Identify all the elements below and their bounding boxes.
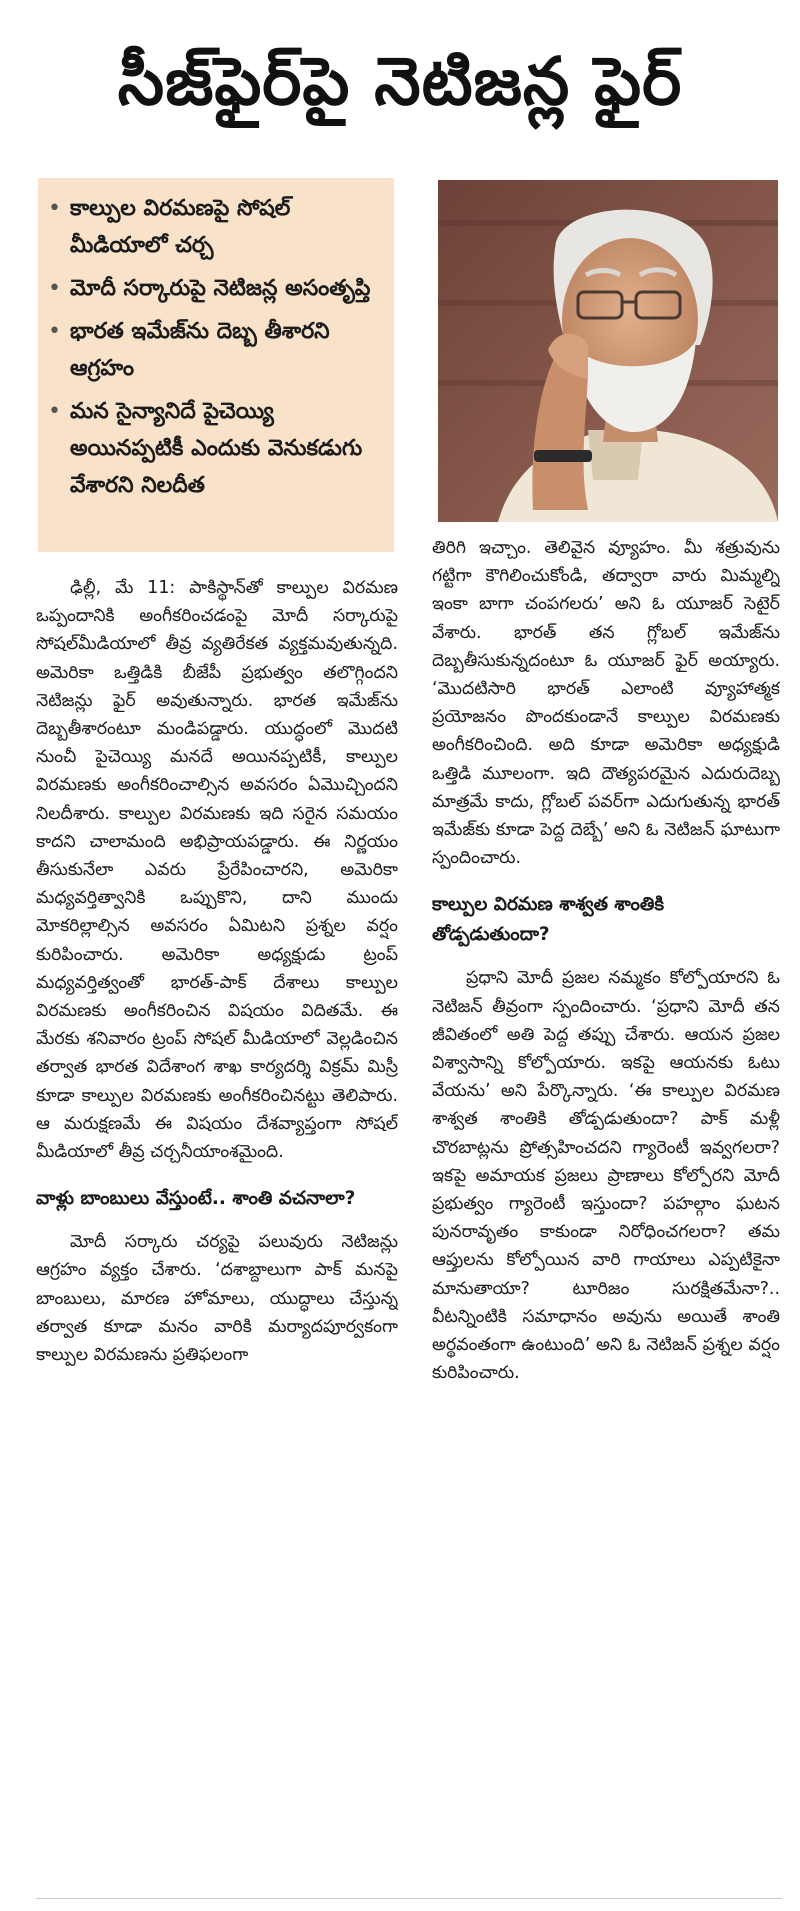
article-paragraph-continued: తిరిగి ఇచ్చాం. తెలివైన వ్యూహం. మీ శత్రువును గట్టిగా కౌగిలించుకోండి, తద్వారా వారు మిమ్మల్ని ఇంకా బాగా చంపగలరు’ అని ఓ యూజర్ సెటైర్ వేశారు. భారత్ తన గ్లోబల్ ఇమేజ్‌ను దెబ్బతీసుకున్నదంటూ ఓ యూజర్ ఫైర్ అయ్యారు. ‘మొదటిసారి భారత్ ఎలాంటి వ్యూహాత్మక ప్రయోజనం పొందకుండానే కాల్పుల విరమణకు అంగీకరించింది. అది కూడా అమెరికా అధ్యక్షుడి ఒత్తిడి మూలంగా. ఇది దౌత్యపరమైన ఎదురుదెబ్బ మాత్రమే కాదు, గ్లోబల్ పవర్‌గా ఎదుగుతున్న భారత్ ఇమేజ్‌కు కూడా పెద్ద దెబ్బే’ అని ఓ నెటిజన్ ఘాటుగా స్పందించారు. [432,538,780,869]
portrait-photo [438,180,778,522]
article-paragraph: మోదీ సర్కారు చర్యపై పలువురు నెటిజన్లు ఆగ్రహం వ్యక్తం చేశారు. ‘దశాబ్దాలుగా పాక్ మనపై బాంబులు, మారణ హోమాలు, యుద్ధాలు చేస్తున్న తర్వాత కూడా మనం వారికి మర్యాదపూర్వకంగా కాల్పుల విరమణను ప్రతిఫలంగా [36,1232,398,1366]
highlight-text: మోదీ సర్కారుపై నెటిజన్ల అసంతృప్తి [70,276,371,301]
article-subheading: కాల్పుల విరమణ శాశ్వత శాంతికి తోడ్పడుతుందా? [432,894,665,946]
highlight-item [48,270,384,307]
bottom-divider [36,1898,782,1899]
highlight-text: భారత ఇమేజ్‌ను దెబ్బ తీశారని ఆగ్రహం [70,319,330,381]
bullet-icon: • [48,276,61,301]
highlight-text: కాల్పుల విరమణపై సోషల్ మీడియాలో చర్చ [70,196,291,258]
highlight-text: మన సైన్యానిదే పైచెయ్యి అయినప్పటికీ ఎందుకు వెనుకడుగు వేశారని నిలదీత [70,399,363,498]
highlight-item [48,190,384,264]
highlight-item [48,313,384,387]
article-column-right [432,534,780,1894]
bullet-icon: • [48,399,61,424]
article-column-left [36,574,398,1894]
article-paragraph: ప్రధాని మోదీ ప్రజల నమ్మకం కోల్పోయారని ఓ నెటిజన్ తీవ్రంగా స్పందించారు. ‘ప్రధాని మోదీ తన జీవితంలో అతి పెద్ద తప్పు చేశారు. ఆయన ప్రజల విశ్వాసాన్ని కోల్పోయారు. ఇకపై ఆయనకు ఓటు వేయను’ అని పేర్కొన్నారు. ‘ఈ కాల్పుల విరమణ శాశ్వత శాంతికి తోడ్పడుతుందా? పాక్ మళ్లీ చొరబాట్లను ప్రోత్సహించదని గ్యారెంటీ ఇవ్వగలరా? ఇకపై అమాయక ప్రజలు ప్రాణాలు కోల్పోరని మోదీ ప్రభుత్వం గ్యారెంటీ ఇస్తుందా? పహల్గాం ఘటన పునరావృతం కాకుండా నిరోధించగలరా? తమ ఆప్తులను కోల్పోయిన వారి గాయాలు ఎప్పటికైనా మానుతాయా? టూరిజం సురక్షితమేనా?.. వీటన్నింటికి సమాధానం అవును అయితే శాంతి అర్థవంతంగా ఉంటుంది’ అని ఓ నెటిజన్ ప్రశ్నల వర్షం కురిపించారు. [432,968,780,1384]
article-subheading: వాళ్లు బాంబులు వేస్తుంటే.. శాంతి వచనాలా? [36,1188,356,1210]
highlight-item [48,393,384,504]
headline: సీజ్‌ఫైర్‌పై నెటిజన్ల ఫైర్ [117,42,683,120]
portrait-illustration [438,180,778,522]
highlights-box [38,178,394,552]
bullet-icon: • [48,319,61,344]
bullet-icon: • [48,196,61,221]
article-paragraph: ఢిల్లీ, మే 11: పాకిస్థాన్‌తో కాల్పుల విరమణ ఒప్పందానికి అంగీకరించడంపై మోదీ సర్కారుపై సోషల్‌మీడియాలో తీవ్ర వ్యతిరేకత వ్యక్తమవుతున్నది. అమెరికా ఒత్తిడికి బీజేపీ ప్రభుత్వం తలొగ్గిందని నెటిజన్లు ఫైర్ అవుతున్నారు. భారత ఇమేజ్‌ను దెబ్బతీశారంటూ మండిపడ్డారు. యుద్ధంలో మొదటి నుంచీ పైచెయ్యి మనదే అయినప్పటికీ, కాల్పుల విరమణకు అంగీకరించాల్సిన అవసరం ఏమొచ్చిందని నిలదీశారు. కాల్పుల విరమణకు ఇది సరైన సమయం కాదని చాలామంది అభిప్రాయపడ్డారు. ఈ నిర్ణయం తీసుకునేలా ఎవరు ప్రేరేపించారని, అమెరికా మధ్యవర్తిత్వానికి ఒప్పుకొని, దాని ముందు మోకరిల్లాల్సిన అవసరం ఏమిటని ప్రశ్నల వర్షం కురిపించారు. అమెరికా అధ్యక్షుడు ట్రంప్ మధ్యవర్తిత్వంతో భారత్-పాక్ దేశాలు కాల్పుల విరమణకు అంగీకరించిన విషయం విదితమే. ఈ మేరకు శనివారం ట్రంప్ సోషల్ మీడియాలో వెల్లడించిన తర్వాత భారత విదేశాంగ శాఖ కార్యదర్శి విక్రమ్ మిస్రీ కూడా కాల్పుల విరమణకు అంగీకరించినట్టు తెలిపారు. ఆ మరుక్షణమే ఈ విషయం దేశవ్యాప్తంగా సోషల్ మీడియాలో తీవ్ర చర్చనీయాంశమైంది. [36,578,398,1163]
